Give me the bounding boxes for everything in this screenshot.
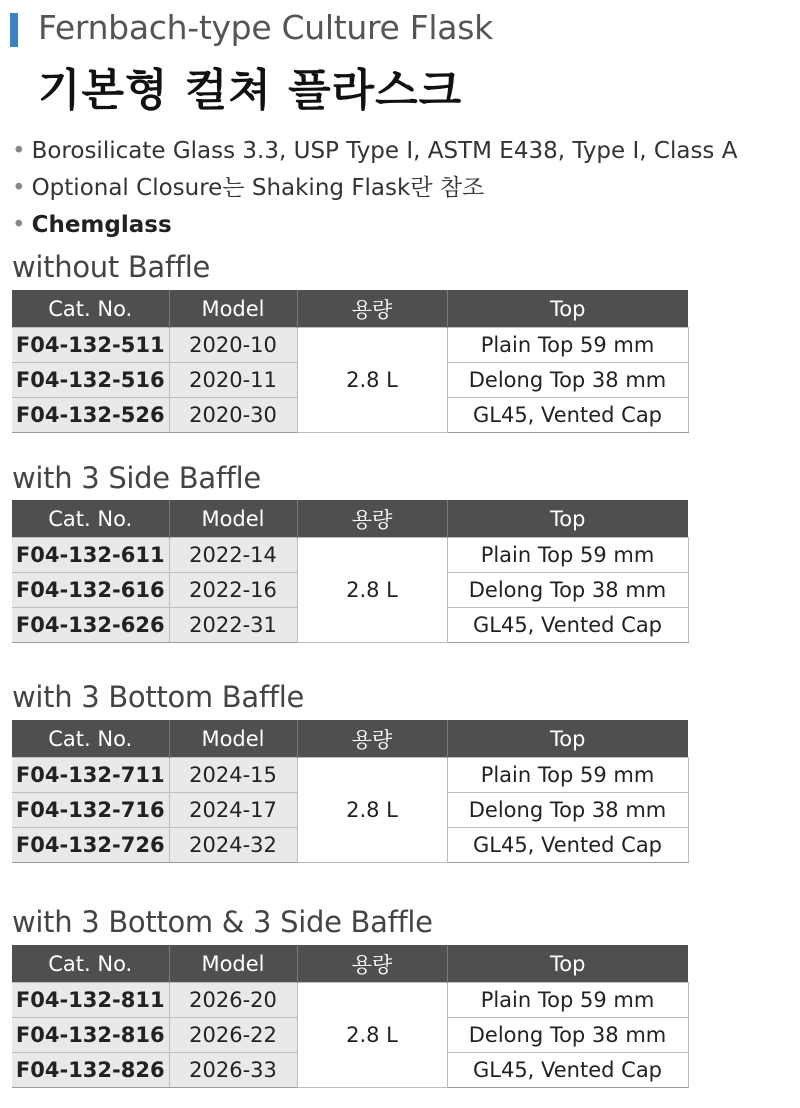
feature-item: • Chemglass [12,212,172,238]
cat-no-cell: F04-132-726 [12,828,169,863]
col-header-top: Top [447,500,688,538]
page-title-en: Fernbach-type Culture Flask [38,8,493,47]
capacity-cell: 2.8 L [297,328,447,433]
top-cell: Delong Top 38 mm [447,1018,688,1053]
cat-no-cell: F04-132-811 [12,983,169,1018]
top-cell: Plain Top 59 mm [447,758,688,793]
top-cell: Delong Top 38 mm [447,573,688,608]
top-cell: GL45, Vented Cap [447,398,688,433]
section-title-3-bottom-3-side-baffle: with 3 Bottom & 3 Side Baffle [12,905,433,939]
table-header-row [12,945,688,983]
model-cell: 2026-33 [169,1053,297,1088]
cat-no-cell: F04-132-611 [12,538,169,573]
bullet-dot-icon: • [12,175,26,201]
capacity-cell: 2.8 L [297,758,447,863]
cat-no-cell: F04-132-516 [12,363,169,398]
cat-no-cell: F04-132-626 [12,608,169,643]
feature-list [12,133,737,244]
model-cell: 2020-11 [169,363,297,398]
table-row [12,758,688,793]
col-header-model: Model [169,500,297,538]
col-header-cat: Cat. No. [12,945,169,983]
cat-no-cell: F04-132-826 [12,1053,169,1088]
section-title-without-baffle: without Baffle [12,250,211,284]
section-title-3-bottom-baffle: with 3 Bottom Baffle [12,680,304,714]
model-cell: 2024-32 [169,828,297,863]
capacity-cell: 2.8 L [297,538,447,643]
col-header-capacity: 용량 [297,945,447,983]
bullet-dot-icon: • [12,212,26,238]
col-header-top: Top [447,945,688,983]
spec-table-without-baffle [12,290,689,433]
cat-no-cell: F04-132-511 [12,328,169,363]
feature-item: • Borosilicate Glass 3.3, USP Type I, ASTM E438, Type I, Class A [12,138,738,164]
cat-no-cell: F04-132-711 [12,758,169,793]
col-header-capacity: 용량 [297,720,447,758]
title-accent-bar [10,13,18,47]
cat-no-cell: F04-132-616 [12,573,169,608]
model-cell: 2024-15 [169,758,297,793]
col-header-top: Top [447,720,688,758]
col-header-model: Model [169,720,297,758]
table-header-row [12,720,688,758]
spec-table-3-bottom-3-side-baffle [12,945,689,1088]
table-header-row [12,290,688,328]
model-cell: 2022-16 [169,573,297,608]
top-cell: Delong Top 38 mm [447,793,688,828]
cat-no-cell: F04-132-716 [12,793,169,828]
table-row [12,983,688,1018]
model-cell: 2024-17 [169,793,297,828]
col-header-model: Model [169,945,297,983]
model-cell: 2026-22 [169,1018,297,1053]
top-cell: Delong Top 38 mm [447,363,688,398]
spec-table-3-side-baffle [12,500,689,643]
page-title-ko: 기본형 컬쳐 플라스크 [38,65,463,116]
col-header-cat: Cat. No. [12,290,169,328]
spec-table-3-bottom-baffle [12,720,689,863]
model-cell: 2020-30 [169,398,297,433]
table-row [12,328,688,363]
top-cell: Plain Top 59 mm [447,983,688,1018]
model-cell: 2020-10 [169,328,297,363]
col-header-cat: Cat. No. [12,500,169,538]
bullet-dot-icon: • [12,138,26,164]
capacity-cell: 2.8 L [297,983,447,1088]
top-cell: GL45, Vented Cap [447,1053,688,1088]
col-header-top: Top [447,290,688,328]
top-cell: GL45, Vented Cap [447,608,688,643]
model-cell: 2022-14 [169,538,297,573]
top-cell: Plain Top 59 mm [447,538,688,573]
cat-no-cell: F04-132-526 [12,398,169,433]
feature-item: • Optional Closure는 Shaking Flask란 참조 [12,175,485,201]
table-header-row [12,500,688,538]
table-row [12,538,688,573]
model-cell: 2026-20 [169,983,297,1018]
col-header-cat: Cat. No. [12,720,169,758]
col-header-model: Model [169,290,297,328]
section-title-3-side-baffle: with 3 Side Baffle [12,461,261,495]
col-header-capacity: 용량 [297,500,447,538]
top-cell: GL45, Vented Cap [447,828,688,863]
col-header-capacity: 용량 [297,290,447,328]
top-cell: Plain Top 59 mm [447,328,688,363]
model-cell: 2022-31 [169,608,297,643]
cat-no-cell: F04-132-816 [12,1018,169,1053]
